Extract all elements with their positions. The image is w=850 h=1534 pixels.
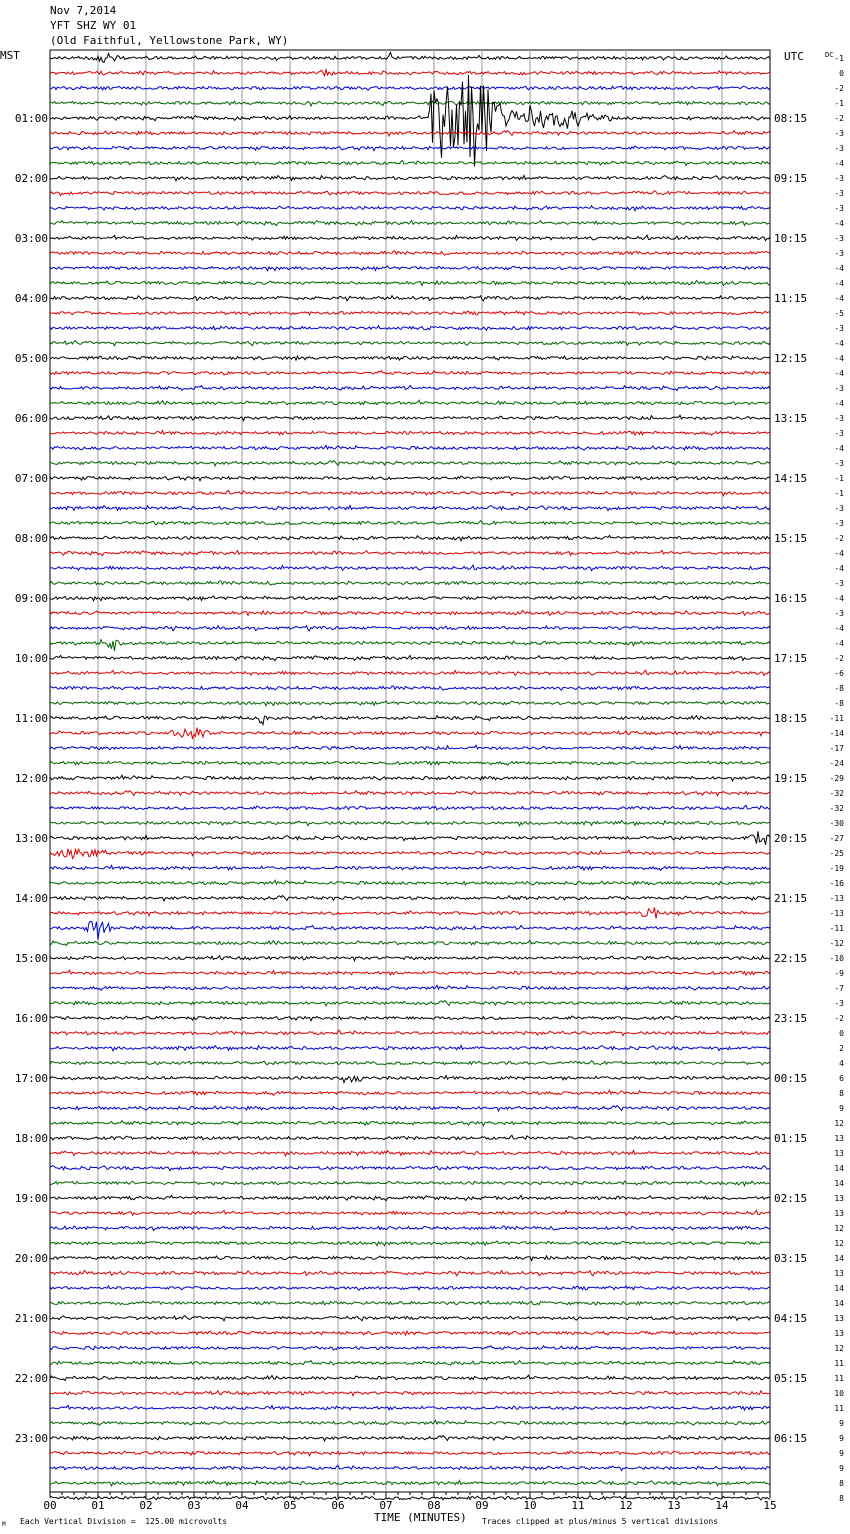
left-hour-label: 21:00 bbox=[14, 1312, 48, 1325]
dc-offset-label: 14 bbox=[834, 1164, 844, 1173]
right-hour-label: 13:15 bbox=[774, 412, 808, 425]
dc-offset-label: 14 bbox=[834, 1299, 844, 1308]
dc-offset-label: -8 bbox=[834, 684, 844, 693]
seismic-trace bbox=[50, 1316, 770, 1321]
seismic-trace bbox=[50, 610, 770, 615]
x-tick-label: 09 bbox=[475, 1499, 489, 1512]
dc-offset-label: -11 bbox=[829, 924, 844, 933]
seismic-trace bbox=[50, 670, 770, 675]
seismic-trace bbox=[50, 1195, 770, 1200]
seismic-trace bbox=[50, 821, 770, 826]
dc-offset-label: -3 bbox=[834, 129, 844, 138]
seismic-trace bbox=[50, 160, 770, 165]
seismic-trace bbox=[50, 1106, 770, 1111]
seismic-trace bbox=[50, 1331, 770, 1335]
seismic-trace bbox=[50, 1301, 770, 1305]
seismic-trace bbox=[50, 1210, 770, 1215]
dc-offset-label: -3 bbox=[834, 504, 844, 513]
right-hour-label: 14:15 bbox=[774, 472, 808, 485]
right-hour-label: 00:15 bbox=[774, 1072, 808, 1085]
seismic-trace bbox=[50, 386, 770, 391]
dc-offset-label: -3 bbox=[834, 429, 844, 438]
seismic-trace bbox=[50, 1436, 770, 1441]
seismic-trace bbox=[50, 86, 770, 90]
dc-offset-label: -1 bbox=[834, 54, 844, 63]
right-hour-label: 12:15 bbox=[774, 352, 808, 365]
right-hour-label: 17:15 bbox=[774, 652, 808, 665]
dc-offset-label: -4 bbox=[834, 639, 844, 648]
dc-offset-label: -17 bbox=[829, 744, 844, 753]
dc-offset-label: -4 bbox=[834, 279, 844, 288]
dc-offset-label: -4 bbox=[834, 219, 844, 228]
left-hour-label: 17:00 bbox=[14, 1072, 48, 1085]
seismic-trace bbox=[50, 371, 770, 375]
x-tick-label: 07 bbox=[379, 1499, 393, 1512]
seismic-trace bbox=[50, 131, 770, 136]
clip-note: Traces clipped at plus/minus 5 vertical divisions bbox=[482, 1517, 719, 1526]
dc-offset-label: 12 bbox=[834, 1239, 844, 1248]
seismic-trace bbox=[50, 53, 770, 63]
seismic-trace bbox=[50, 235, 770, 240]
dc-offset-label: -4 bbox=[834, 369, 844, 378]
seismic-trace bbox=[50, 476, 770, 481]
dc-offset-label: -4 bbox=[834, 399, 844, 408]
dc-offset-label: 8 bbox=[839, 1479, 844, 1488]
dc-offset-label: 9 bbox=[839, 1464, 844, 1473]
dc-offset-label: 0 bbox=[839, 1029, 844, 1038]
seismic-trace bbox=[50, 1061, 770, 1065]
seismic-trace bbox=[50, 880, 770, 885]
seismic-trace bbox=[50, 1286, 770, 1290]
dc-offset-label: -3 bbox=[834, 384, 844, 393]
right-hour-label: 11:15 bbox=[774, 292, 808, 305]
dc-offset-label: 11 bbox=[834, 1404, 844, 1413]
x-tick-label: 05 bbox=[283, 1499, 297, 1512]
seismic-trace bbox=[50, 849, 770, 859]
right-hour-label: 10:15 bbox=[774, 232, 808, 245]
dc-offset-label: 9 bbox=[839, 1449, 844, 1458]
x-tick-label: 00 bbox=[43, 1499, 57, 1512]
dc-offset-label: -11 bbox=[829, 714, 844, 723]
x-tick-label: 08 bbox=[427, 1499, 441, 1512]
dc-offset-label: -2 bbox=[834, 1014, 844, 1023]
dc-offset-label: -4 bbox=[834, 339, 844, 348]
right-hour-label: 15:15 bbox=[774, 532, 808, 545]
left-hour-label: 10:00 bbox=[14, 652, 48, 665]
seismic-trace bbox=[50, 1135, 770, 1140]
dc-offset-label: 12 bbox=[834, 1119, 844, 1128]
seismic-trace bbox=[50, 565, 770, 570]
seismic-trace bbox=[50, 356, 770, 360]
dc-offset-label: -24 bbox=[829, 759, 844, 768]
seismic-trace bbox=[50, 521, 770, 525]
seismic-trace bbox=[50, 431, 770, 436]
seismic-trace bbox=[50, 1150, 770, 1156]
seismic-trace bbox=[50, 445, 770, 450]
seismic-trace bbox=[50, 1090, 770, 1095]
right-hour-label: 05:15 bbox=[774, 1372, 808, 1385]
seismic-trace bbox=[50, 326, 770, 330]
seismic-trace bbox=[50, 775, 770, 781]
right-hour-label: 20:15 bbox=[774, 832, 808, 845]
right-hour-label: 19:15 bbox=[774, 772, 808, 785]
dc-offset-label: 10 bbox=[834, 1389, 844, 1398]
x-tick-label: 13 bbox=[667, 1499, 681, 1512]
seismic-trace bbox=[50, 1465, 770, 1470]
seismic-trace bbox=[50, 1076, 770, 1083]
dc-offset-label: -3 bbox=[834, 174, 844, 183]
dc-offset-label: 14 bbox=[834, 1284, 844, 1293]
x-tick-label: 10 bbox=[523, 1499, 537, 1512]
dc-offset-label: -3 bbox=[834, 324, 844, 333]
dc-offset-label: -2 bbox=[834, 114, 844, 123]
dc-offset-label: -2 bbox=[834, 534, 844, 543]
dc-offset-label: 6 bbox=[839, 1074, 844, 1083]
x-tick-label: 11 bbox=[571, 1499, 585, 1512]
dc-offset-label: -4 bbox=[834, 549, 844, 558]
seismic-trace bbox=[50, 831, 770, 844]
dc-offset-label: 14 bbox=[834, 1179, 844, 1188]
left-hour-label: 22:00 bbox=[14, 1372, 48, 1385]
left-hour-label: 12:00 bbox=[14, 772, 48, 785]
seismic-trace bbox=[50, 175, 770, 181]
seismic-trace bbox=[50, 296, 770, 301]
right-hour-label: 23:15 bbox=[774, 1012, 808, 1025]
seismic-trace bbox=[50, 1346, 770, 1350]
left-hour-label: 04:00 bbox=[14, 292, 48, 305]
left-hour-label: 18:00 bbox=[14, 1132, 48, 1145]
seismic-trace bbox=[50, 1405, 770, 1410]
seismic-trace bbox=[50, 1181, 770, 1186]
x-tick-label: 06 bbox=[331, 1499, 345, 1512]
dc-offset-label: -8 bbox=[834, 699, 844, 708]
x-axis-title: TIME (MINUTES) bbox=[374, 1511, 467, 1524]
seismic-trace bbox=[50, 896, 770, 901]
left-hour-label: 05:00 bbox=[14, 352, 48, 365]
seismic-trace bbox=[50, 1391, 770, 1396]
seismic-trace bbox=[50, 1241, 770, 1246]
right-hour-label: 09:15 bbox=[774, 172, 808, 185]
dc-offset-label: 8 bbox=[839, 1089, 844, 1098]
seismic-trace bbox=[50, 745, 770, 749]
dc-offset-label: 9 bbox=[839, 1419, 844, 1428]
dc-offset-label: -4 bbox=[834, 624, 844, 633]
station-code: YFT SHZ WY 01 bbox=[50, 19, 137, 32]
dc-offset-label: -10 bbox=[829, 954, 844, 963]
seismic-trace bbox=[50, 1375, 770, 1380]
left-hour-label: 06:00 bbox=[14, 412, 48, 425]
dc-offset-label: -19 bbox=[829, 864, 844, 873]
seismic-trace bbox=[50, 1030, 770, 1035]
dc-offset-label: -7 bbox=[834, 984, 844, 993]
dc-offset-label: -3 bbox=[834, 999, 844, 1008]
seismic-trace bbox=[50, 581, 770, 585]
seismic-trace bbox=[50, 1420, 770, 1425]
seismic-trace bbox=[50, 686, 770, 690]
seismic-trace bbox=[50, 191, 770, 196]
seismic-trace bbox=[50, 1226, 770, 1231]
dc-offset-label: 13 bbox=[834, 1269, 844, 1278]
seismic-trace bbox=[50, 311, 770, 315]
seismic-trace bbox=[50, 1451, 770, 1456]
dc-offset-label: -1 bbox=[834, 474, 844, 483]
seismic-trace bbox=[50, 1166, 770, 1171]
dc-offset-label: 13 bbox=[834, 1149, 844, 1158]
seismic-trace bbox=[50, 1361, 770, 1366]
dc-offset-label: -3 bbox=[834, 519, 844, 528]
left-hour-label: 16:00 bbox=[14, 1012, 48, 1025]
dc-offset-label: -4 bbox=[834, 354, 844, 363]
right-hour-label: 21:15 bbox=[774, 892, 808, 905]
dc-offset-label: 14 bbox=[834, 1254, 844, 1263]
dc-offset-label: -4 bbox=[834, 159, 844, 168]
seismic-trace bbox=[50, 490, 770, 496]
left-hour-label: 19:00 bbox=[14, 1192, 48, 1205]
seismic-trace bbox=[50, 805, 770, 810]
seismic-trace bbox=[50, 1480, 770, 1486]
left-hour-label: 14:00 bbox=[14, 892, 48, 905]
seismic-trace bbox=[50, 206, 770, 211]
dc-offset-label: 11 bbox=[834, 1359, 844, 1368]
dc-offset-label: 0 bbox=[839, 69, 844, 78]
dc-offset-label: -1 bbox=[834, 489, 844, 498]
x-tick-label: 01 bbox=[91, 1499, 105, 1512]
dc-offset-label: -6 bbox=[834, 669, 844, 678]
seismic-trace bbox=[50, 461, 770, 466]
dc-offset-label: -30 bbox=[829, 819, 844, 828]
seismic-trace bbox=[50, 550, 770, 555]
dc-offset-label: -3 bbox=[834, 414, 844, 423]
dc-offset-label: -3 bbox=[834, 459, 844, 468]
dc-offset-label: -3 bbox=[834, 189, 844, 198]
dc-offset-label: 13 bbox=[834, 1209, 844, 1218]
plot-date: Nov 7,2014 bbox=[50, 4, 117, 17]
dc-offset-label: -3 bbox=[834, 234, 844, 243]
left-hour-label: 20:00 bbox=[14, 1252, 48, 1265]
dc-offset-label: -32 bbox=[829, 789, 844, 798]
dc-header-label: DC bbox=[825, 51, 834, 59]
seismic-trace bbox=[50, 908, 770, 919]
x-tick-label: 02 bbox=[139, 1499, 153, 1512]
left-hour-label: 09:00 bbox=[14, 592, 48, 605]
right-hour-label: 16:15 bbox=[774, 592, 808, 605]
seismic-trace bbox=[50, 985, 770, 990]
left-hour-label: 23:00 bbox=[14, 1432, 48, 1445]
seismic-trace bbox=[50, 1121, 770, 1126]
seismic-trace bbox=[50, 921, 770, 940]
dc-offset-label: -3 bbox=[834, 249, 844, 258]
seismic-trace bbox=[50, 1001, 770, 1006]
seismic-trace bbox=[50, 75, 770, 166]
dc-offset-label: -13 bbox=[829, 909, 844, 918]
seismic-trace bbox=[50, 596, 770, 601]
left-hour-label: 07:00 bbox=[14, 472, 48, 485]
dc-offset-label: -3 bbox=[834, 204, 844, 213]
dc-offset-label: -3 bbox=[834, 609, 844, 618]
dc-offset-label: 11 bbox=[834, 1374, 844, 1383]
dc-offset-label: 8 bbox=[839, 1494, 844, 1503]
dc-offset-label: 13 bbox=[834, 1194, 844, 1203]
dc-offset-label: 13 bbox=[834, 1314, 844, 1323]
seismic-trace bbox=[50, 220, 770, 225]
seismic-trace bbox=[50, 535, 770, 540]
seismic-trace bbox=[50, 1496, 770, 1500]
right-hour-label: 03:15 bbox=[774, 1252, 808, 1265]
dc-offset-label: -29 bbox=[829, 774, 844, 783]
seismic-trace bbox=[50, 716, 770, 725]
left-hour-label: 01:00 bbox=[14, 112, 48, 125]
dc-offset-label: -14 bbox=[829, 729, 844, 738]
x-tick-label: 14 bbox=[715, 1499, 729, 1512]
left-hour-label: 02:00 bbox=[14, 172, 48, 185]
dc-offset-label: 13 bbox=[834, 1329, 844, 1338]
dc-offset-label: -5 bbox=[834, 309, 844, 318]
seismic-trace bbox=[50, 70, 770, 76]
dc-offset-label: -27 bbox=[829, 834, 844, 843]
seismic-trace bbox=[50, 1270, 770, 1275]
left-hour-label: 11:00 bbox=[14, 712, 48, 725]
seismic-trace bbox=[50, 956, 770, 961]
dc-offset-label: -32 bbox=[829, 804, 844, 813]
seismic-trace bbox=[50, 791, 770, 796]
dc-offset-label: 12 bbox=[834, 1224, 844, 1233]
left-hour-label: 13:00 bbox=[14, 832, 48, 845]
seismic-trace bbox=[50, 640, 770, 651]
dc-offset-label: -13 bbox=[829, 894, 844, 903]
right-hour-label: 18:15 bbox=[774, 712, 808, 725]
seismic-trace bbox=[50, 701, 770, 706]
dc-offset-label: 9 bbox=[839, 1104, 844, 1113]
seismic-trace bbox=[50, 866, 770, 871]
dc-offset-label: 4 bbox=[839, 1059, 844, 1068]
dc-offset-label: -4 bbox=[834, 294, 844, 303]
dc-offset-label: -2 bbox=[834, 654, 844, 663]
dc-offset-label: 9 bbox=[839, 1434, 844, 1443]
seismic-trace bbox=[50, 655, 770, 660]
dc-offset-label: 2 bbox=[839, 1044, 844, 1053]
seismic-trace bbox=[50, 251, 770, 255]
seismic-trace bbox=[50, 341, 770, 346]
left-timezone-label: MST bbox=[0, 49, 20, 62]
dc-offset-label: -9 bbox=[834, 969, 844, 978]
x-tick-label: 04 bbox=[235, 1499, 249, 1512]
dc-offset-label: -4 bbox=[834, 264, 844, 273]
dc-offset-label: 13 bbox=[834, 1134, 844, 1143]
dc-offset-label: -4 bbox=[834, 594, 844, 603]
right-hour-label: 08:15 bbox=[774, 112, 808, 125]
left-hour-label: 08:00 bbox=[14, 532, 48, 545]
x-tick-label: 12 bbox=[619, 1499, 633, 1512]
seismic-trace bbox=[50, 1016, 770, 1021]
seismic-trace bbox=[50, 626, 770, 631]
left-hour-label: 03:00 bbox=[14, 232, 48, 245]
seismic-trace bbox=[50, 728, 770, 739]
right-hour-label: 04:15 bbox=[774, 1312, 808, 1325]
seismic-trace bbox=[50, 970, 770, 975]
seismic-trace bbox=[50, 415, 770, 420]
x-tick-label: 03 bbox=[187, 1499, 201, 1512]
dc-offset-label: -16 bbox=[829, 879, 844, 888]
seismic-trace bbox=[50, 1256, 770, 1261]
seismic-trace bbox=[50, 940, 770, 945]
seismic-trace bbox=[50, 761, 770, 765]
dc-offset-label: -1 bbox=[834, 99, 844, 108]
seismic-trace bbox=[50, 1045, 770, 1051]
seismic-trace bbox=[50, 101, 770, 106]
seismic-trace bbox=[50, 146, 770, 151]
right-hour-label: 06:15 bbox=[774, 1432, 808, 1445]
right-hour-label: 01:15 bbox=[774, 1132, 808, 1145]
dc-offset-label: -3 bbox=[834, 144, 844, 153]
dc-offset-label: -2 bbox=[834, 84, 844, 93]
right-timezone-label: UTC bbox=[784, 50, 804, 63]
dc-offset-label: 12 bbox=[834, 1344, 844, 1353]
seismic-trace bbox=[50, 400, 770, 405]
dc-offset-label: -4 bbox=[834, 444, 844, 453]
seismic-trace bbox=[50, 505, 770, 510]
dc-offset-label: -12 bbox=[829, 939, 844, 948]
left-hour-label: 15:00 bbox=[14, 952, 48, 965]
seismic-trace bbox=[50, 280, 770, 285]
dc-offset-label: -4 bbox=[834, 564, 844, 573]
right-hour-label: 02:15 bbox=[774, 1192, 808, 1205]
seismic-trace bbox=[50, 266, 770, 271]
dc-offset-label: -3 bbox=[834, 579, 844, 588]
scale-note: Each Vertical Division = 125.00 microvolts bbox=[20, 1517, 228, 1526]
station-location: (Old Faithful, Yellowstone Park, WY) bbox=[50, 34, 289, 47]
corner-mark: M bbox=[2, 1521, 6, 1528]
dc-offset-label: -25 bbox=[829, 849, 844, 858]
right-hour-label: 22:15 bbox=[774, 952, 808, 965]
x-tick-label: 15 bbox=[763, 1499, 777, 1512]
plot-frame bbox=[50, 50, 770, 1492]
